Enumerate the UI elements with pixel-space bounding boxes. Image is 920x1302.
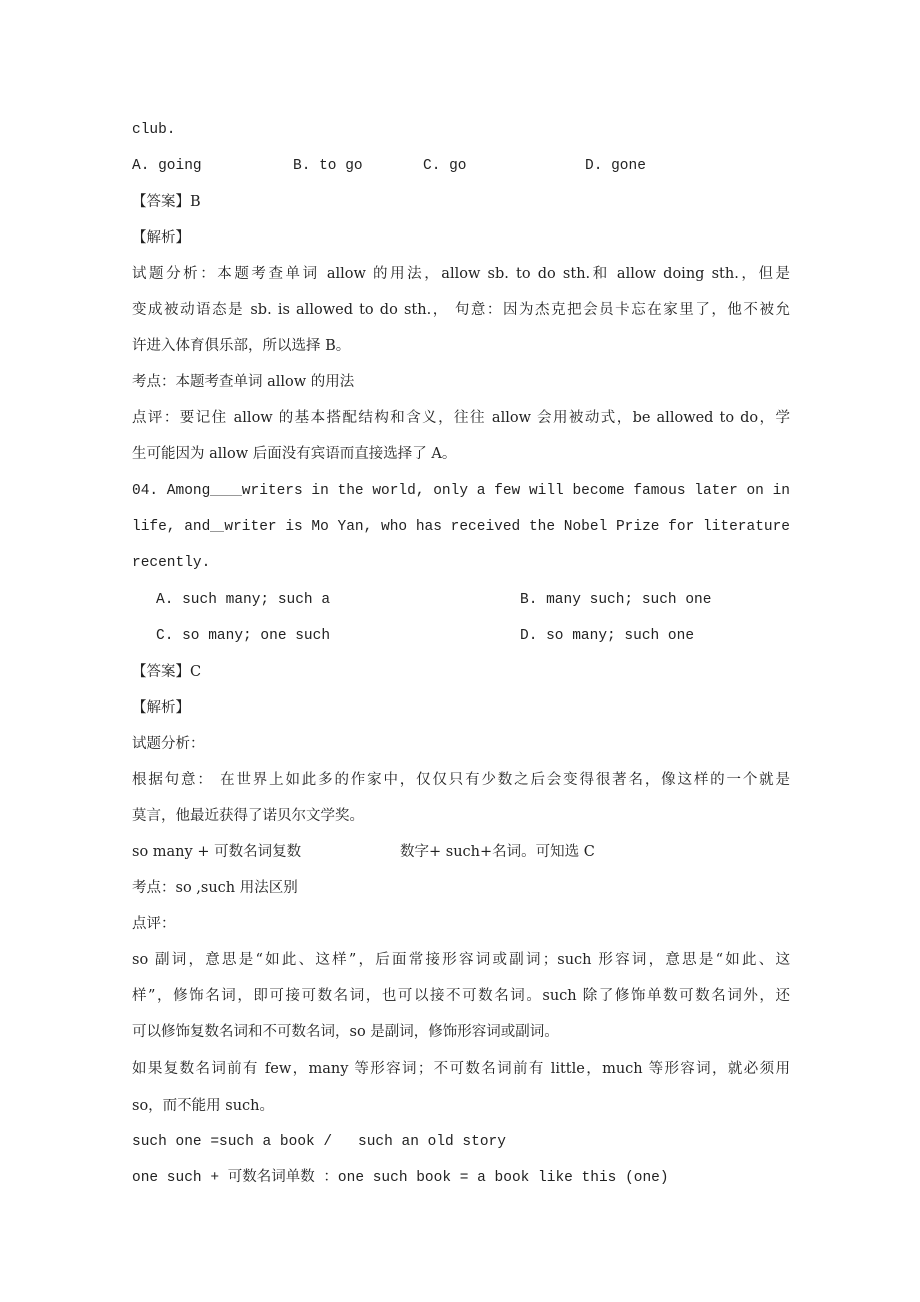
question-tail: club. — [132, 122, 176, 138]
option-a: A. going — [132, 158, 202, 174]
rule-right: 数字+ such+名词。可知选 C — [400, 844, 595, 860]
comment-label: 点评： — [132, 916, 176, 932]
option-b: B. many such; such one — [520, 592, 712, 608]
analysis-label: 试题分析： — [132, 736, 205, 752]
meaning-line: 莫言，他最近获得了诺贝尔文学奖。 — [132, 808, 364, 824]
analysis-line: 许进入体育俱乐部，所以选择 B。 — [132, 338, 351, 354]
comment-line: so 副词，意思是“如此、这样”，后面常接形容词或副词；such 形容词，意思是“如此、这 — [132, 952, 790, 968]
analysis-heading: 【解析】 — [132, 700, 190, 716]
option-a: A. such many; such a — [156, 592, 331, 608]
example-line: such an old story — [358, 1134, 506, 1150]
example-line: such one =such a book / — [132, 1134, 333, 1150]
comment-line: 点评：要记住 allow 的基本搭配结构和含义，往往 allow 会用被动式，be allowed to do，学 — [132, 410, 790, 426]
blank-2 — [210, 517, 224, 532]
blank-1 — [210, 481, 241, 496]
rule-left: so many + 可数名词复数 — [132, 844, 302, 860]
question-text: life, and — [132, 519, 211, 535]
option-d: D. so many; such one — [520, 628, 695, 644]
comment-line: so，而不能用 such。 — [132, 1098, 275, 1114]
comment-line: 样”，修饰名词，即可接可数名词，也可以接不可数名词。such 除了修饰单数可数名词外，还 — [132, 988, 790, 1004]
analysis-line: 变成被动语态是 sb. is allowed to do sth.， 句意：因为杰克把会员卡忘在家里了，他不被允 — [132, 302, 790, 318]
question-04-line1 — [132, 481, 790, 501]
exam-point: 考点：so ,such 用法区别 — [132, 880, 298, 896]
option-d: D. gone — [585, 158, 646, 174]
analysis-heading: 【解析】 — [132, 230, 190, 246]
question-text: recently. — [132, 555, 211, 571]
comment-line: 可以修饰复数名词和不可数名词，so 是副词，修饰形容词或副词。 — [132, 1024, 559, 1040]
question-number: 04. Among — [132, 483, 211, 499]
option-c: C. so many; one such — [156, 628, 331, 644]
option-b: B. to go — [293, 158, 363, 174]
question-text: writers in the world, only a few will become famous later on in — [241, 483, 790, 499]
analysis-line: 试题分析：本题考查单词 allow 的用法，allow sb. to do sth.和 allow doing sth.，但是 — [132, 266, 790, 282]
meaning-line: 根据句意： 在世界上如此多的作家中，仅仅只有少数之后会变得很著名，像这样的一个就是 — [132, 772, 790, 788]
option-c: C. go — [423, 158, 467, 174]
answer-label: 【答案】C — [132, 664, 202, 680]
exam-point: 考点：本题考查单词 allow 的用法 — [132, 374, 355, 390]
example-line: one such + 可数名词单数 ：one such book = a book like this (one) — [132, 1170, 669, 1186]
question-text: writer is Mo Yan, who has received the Nobel Prize for literature — [224, 519, 790, 535]
comment-line: 生可能因为 allow 后面没有宾语而直接选择了 A。 — [132, 446, 457, 462]
question-04-line2 — [132, 517, 790, 537]
answer-label: 【答案】B — [132, 194, 201, 210]
comment-line: 如果复数名词前有 few，many 等形容词；不可数名词前有 little，much 等形容词，就必须用 — [132, 1061, 790, 1077]
